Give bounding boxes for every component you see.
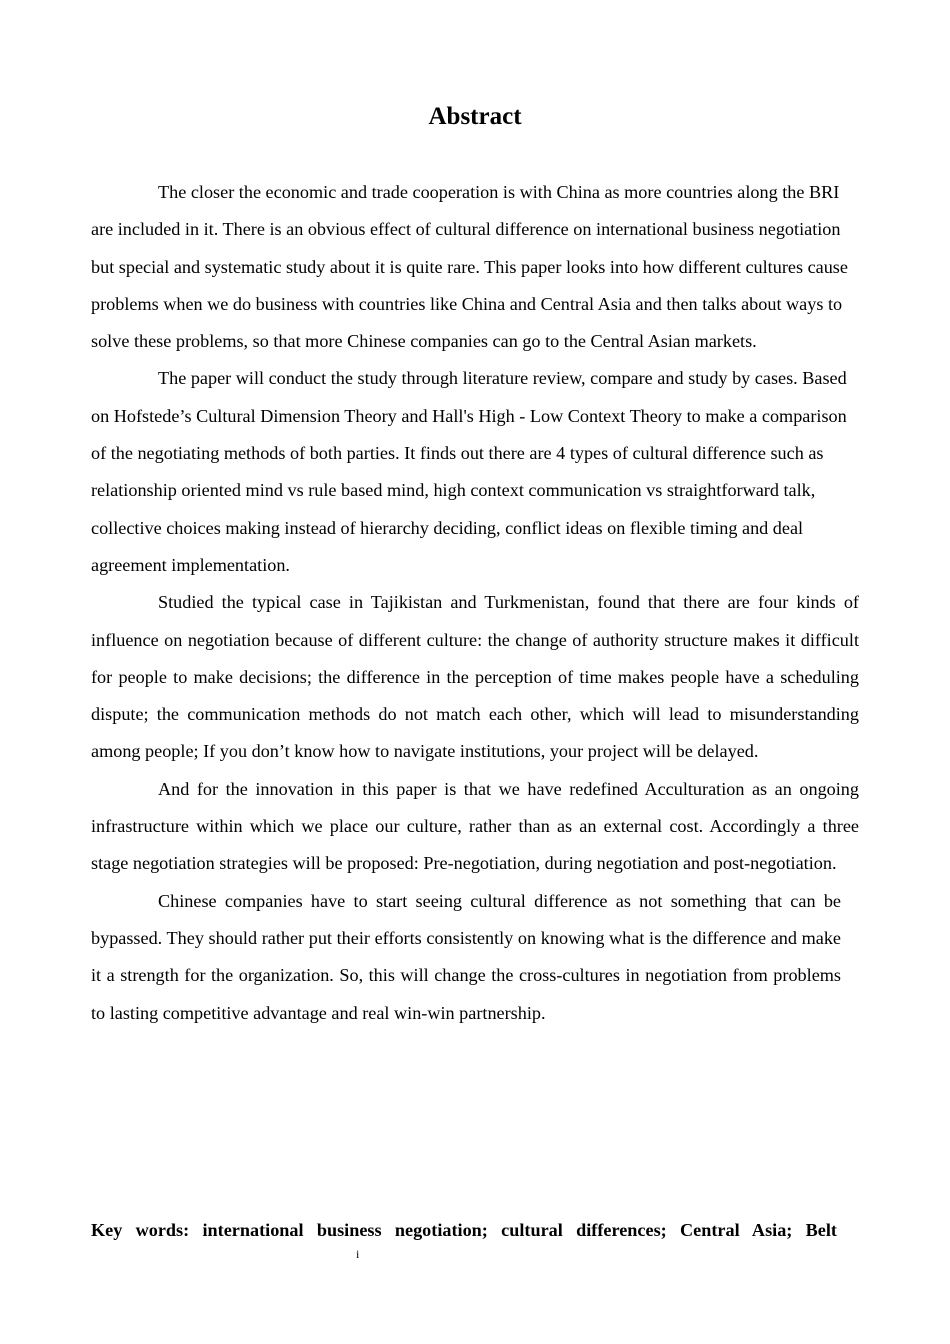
abstract-title: Abstract — [428, 103, 522, 130]
keywords-line: Key words: international business negotiation; cultural differences; Central Asia; Belt — [91, 1220, 837, 1240]
abstract-paragraph-3: Studied the typical case in Tajikistan and Turkmenistan, found that there are four kinds of influence on negotiation because of different culture: the change of authority structure makes it difficult for people to make decisions; the difference in the perception of time makes people have a scheduling dispute; the communication methods do not match each other, which will lead to misunderstanding among people; If you don’t know how to navigate institutions, your project will be delayed. — [91, 592, 859, 762]
abstract-paragraph-4: And for the innovation in this paper is that we have redefined Acculturation as an ongoing infrastructure within which we place our culture, rather than as an external cost. Accordingly a three stage negotiation strategies will be proposed: Pre-negotiation, during negotiation and post-negotiation. — [91, 778, 859, 874]
abstract-paragraph-1: The closer the economic and trade cooperation is with China as more countries along the BRI are included in it. There is an obvious effect of cultural difference on international business negotiation but special and systematic study about it is quite rare. This paper looks into how different cultures cause problems when we do business with countries like China and Central Asia and then talks about ways to solve these problems, so that more Chinese companies can go to the Central Asian markets. — [91, 182, 848, 352]
abstract-paragraph-5: Chinese companies have to start seeing cultural difference as not something that can be bypassed. They should rather put their efforts consistently on knowing what is the difference and make it a strength for the organization. So, this will change the cross-cultures in negotiation from problems to lasting competitive advantage and real win-win partnership. — [91, 890, 841, 1023]
abstract-paragraph-2: The paper will conduct the study through literature review, compare and study by cases. Based on Hofstede’s Cultural Dimension Theory and Hall's High - Low Context Theory to make a comparison of the negotiating methods of both parties. It finds out there are 4 types of cultural difference such as relationship oriented mind vs rule based mind, high context communication vs straightforward talk, collective choices making instead of hierarchy deciding, conflict ideas on flexible timing and deal agreement implementation. — [91, 368, 847, 575]
abstract-body — [91, 174, 859, 1032]
page-number: i — [356, 1247, 360, 1261]
